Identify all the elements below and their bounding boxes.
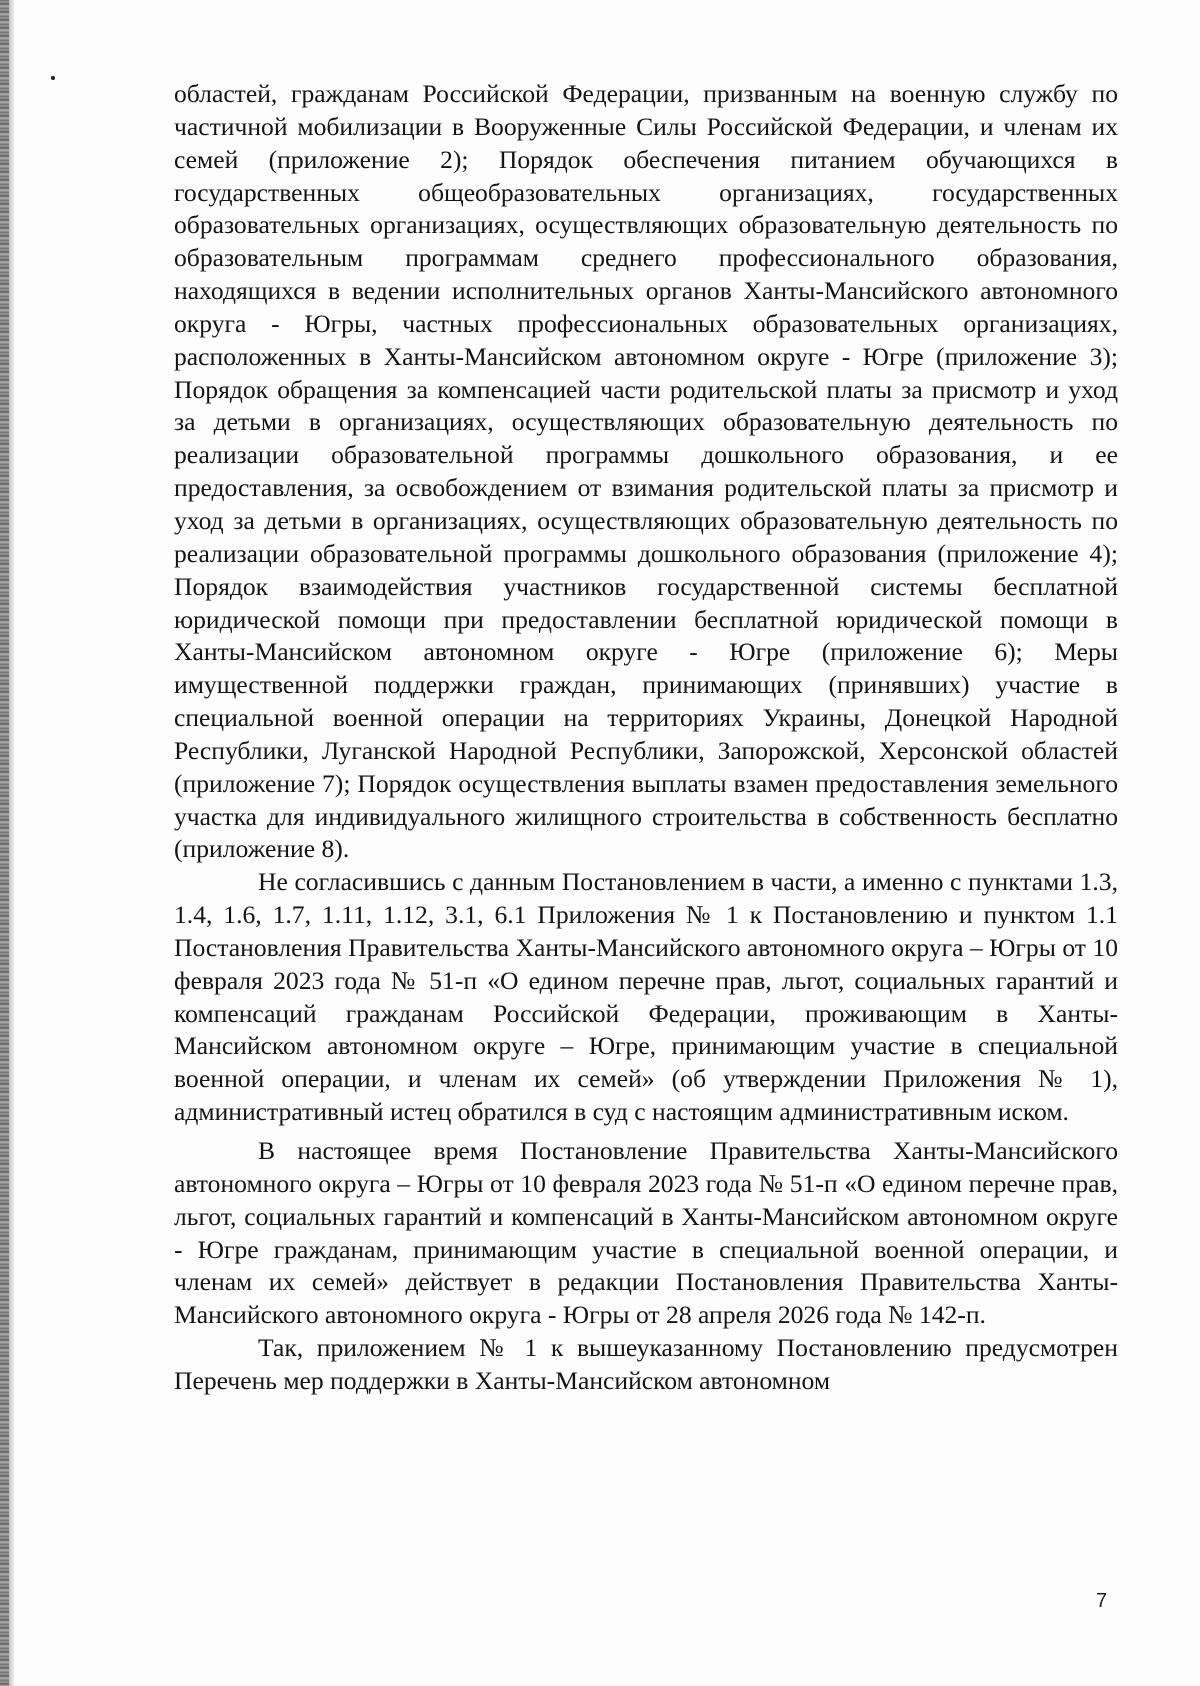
scan-edge-shadow [9, 0, 15, 1686]
scan-edge [0, 0, 9, 1686]
paragraph-disagreement: Не согласившись с данным Постановлением в части, а именно с пунктами 1.3, 1.4, 1.6, 1.7, 1.11, 1.12, 3.1, 6.1 Приложения № 1 к Постановлению и пунктом 1.1 Постановления Правительства Ханты-Мансийского автономного округа – Югры от 10 февраля 2023 года № 51-п «О едином перечне прав, льгот, социальных гарантий и компенсаций гражданам Российской Федерации, проживающим в Ханты-Мансийском автономном округе – Югре, принимающим участие в специальной военной операции, и членам их семей» (об утверждении Приложения № 1), административный истец обратился в суд с настоящим административным иском. [174, 867, 1118, 1127]
paragraph-continuation: областей, гражданам Российской Федерации, призванным на военную службу по частичной мобилизации в Вооруженные Силы Российской Федерации, и членам их семей (приложение 2); Порядок обеспечения питанием обучающихся в государственных общеобразовательных организациях, государственных образовательных организациях, осуществляющих образовательную деятельность по образовательным программам среднего профессионального образования, находящихся в ведении исполнительных органов Ханты-Мансийского автономного округа - Югры, частных профессиональных образовательных организациях, расположенных в Ханты-Мансийском автономном округе - Югре (приложение 3); Порядок обращения за компенсацией части родительской платы за присмотр и уход за детьми в организациях, осуществляющих образовательную деятельность по реализации образовательной программы дошкольного образования, и ее предоставления, за освобождением от взимания родительской платы за присмотр и уход за детьми в организациях, осуществляющих образовательную деятельность по реализации образовательной программы дошкольного образования (приложение 4); Порядок взаимодействия участников государственной системы бесплатной юридической помощи при предоставлении бесплатной юридической помощи в Ханты-Мансийском автономном округе - Югре (приложение 6); Меры имущественной поддержки граждан, принимающих (принявших) участие в специальной военной операции на территориях Украины, Донецкой Народной Республики, Луганской Народной Республики, Запорожской, Херсонской областей (приложение 7); Порядок осуществления выплаты взамен предоставления земельного участка для индивидуального жилищного строительства в собственность бесплатно (приложение 8). [174, 79, 1118, 864]
scan-speck [51, 76, 55, 80]
document-body [174, 78, 1118, 1398]
paragraph-current-edition: В настоящее время Постановление Правительства Ханты-Мансийского автономного округа – Югры от 10 февраля 2023 года № 51-п «О едином перечне прав, льгот, социальных гарантий и компенсаций в Ханты-Мансийском автономном округе - Югре гражданам, принимающим участие в специальной военной операции, и членам их семей» действует в редакции Постановления Правительства Ханты-Мансийского автономного округа - Югры от 28 апреля 2026 года № 142-п. [174, 1136, 1118, 1330]
paragraph-appendix-one: Так, приложением № 1 к вышеуказанному Постановлению предусмотрен Перечень мер поддержки в Ханты-Мансийском автономном [174, 1333, 1118, 1395]
page-number: 7 [1096, 1590, 1108, 1612]
